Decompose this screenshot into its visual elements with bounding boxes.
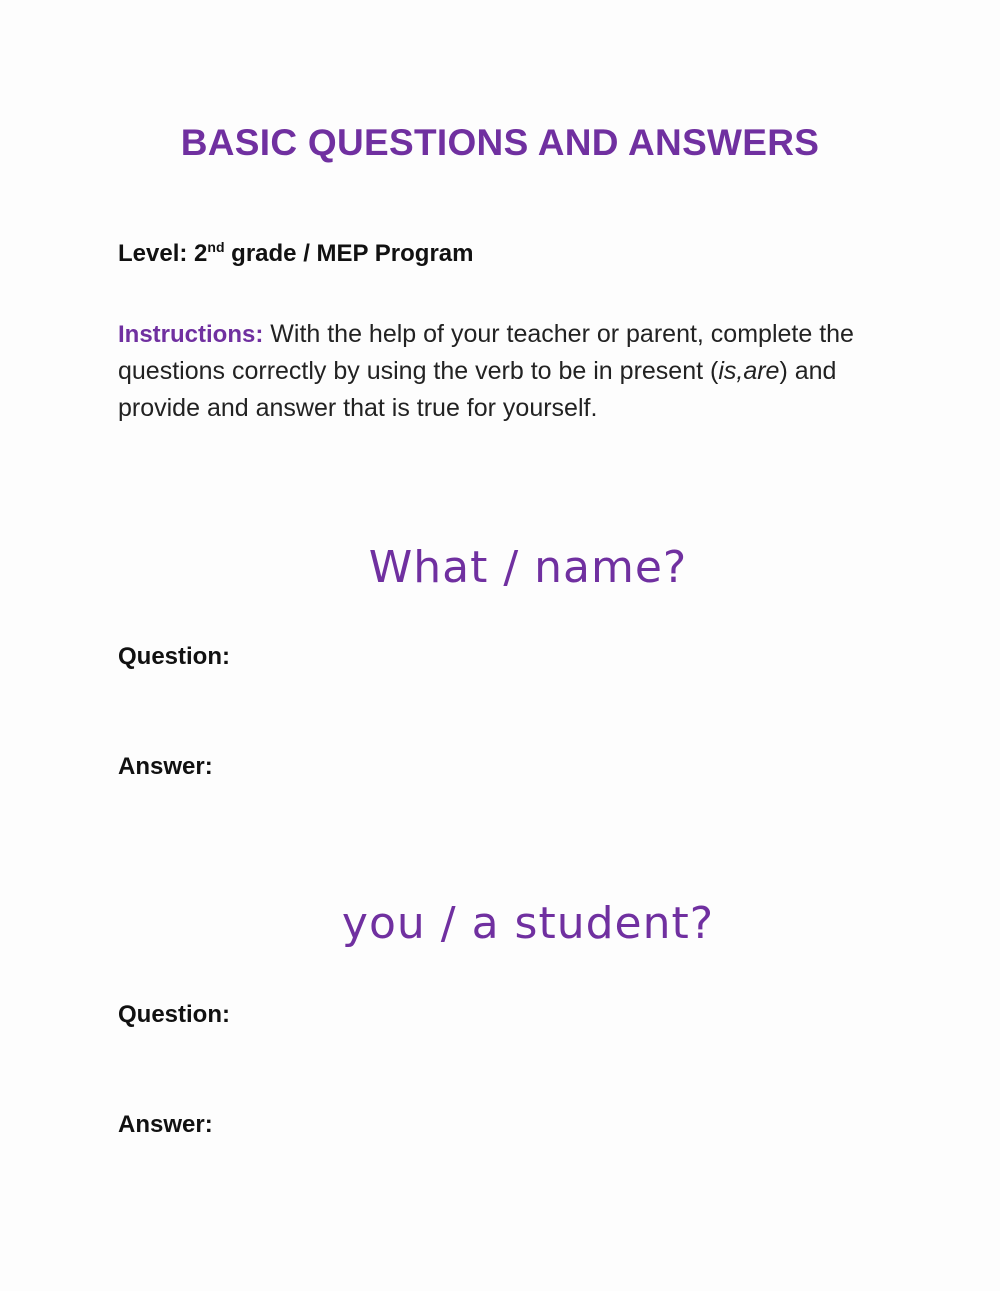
answer-input-area[interactable] — [240, 1108, 870, 1142]
answer-label: Answer: — [118, 753, 213, 780]
instructions-paragraph — [118, 316, 888, 427]
instructions-text-after: ) and provide and answer that is true for yourself. — [118, 357, 837, 422]
level-line — [118, 237, 473, 271]
prompt-you-a-student: you / a student? — [341, 898, 715, 949]
answer-label: Answer: — [118, 1111, 213, 1138]
prompt-what-name: What / name? — [368, 542, 688, 593]
level-superscript: nd — [207, 239, 225, 255]
question-label: Question: — [118, 643, 230, 670]
instructions-italic: is,are — [718, 357, 780, 385]
question-label: Question: — [118, 1001, 230, 1028]
page-title: BASIC QUESTIONS AND ANSWERS — [180, 122, 820, 163]
answer-input-area[interactable] — [240, 750, 870, 784]
instructions-text-before: With the help of your teacher or parent, complete the questions correctly by using the verb to be in present ( — [118, 320, 854, 385]
level-prefix: Level: 2 — [118, 240, 208, 267]
question-input-area[interactable] — [255, 640, 885, 674]
question-input-area[interactable] — [255, 998, 885, 1032]
level-suffix: grade / MEP Program — [224, 240, 474, 267]
instructions-label: Instructions: — [118, 321, 264, 348]
